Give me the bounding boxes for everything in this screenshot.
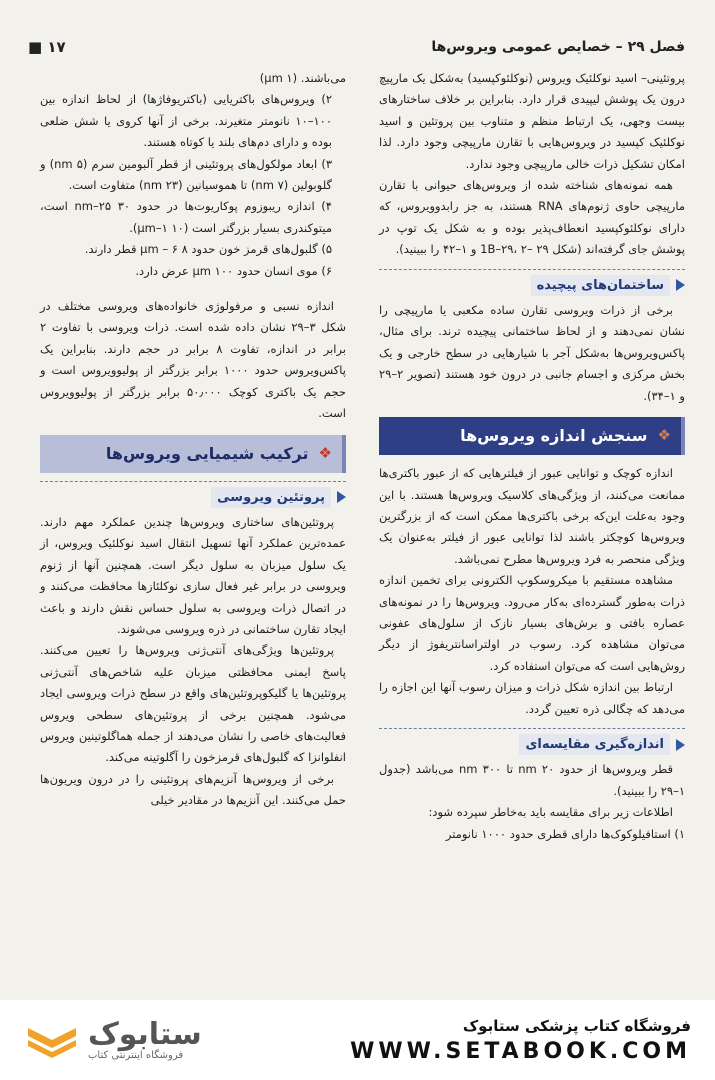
logo-word: ستابوک — [88, 1016, 202, 1052]
list-item-6: ۶) موی انسان حدود ۱۰۰ µm عرض دارد. — [135, 263, 332, 278]
store-name: فروشگاه کتاب پزشکی ستابوک — [462, 1016, 691, 1035]
size-paragraph-2: مشاهده مستقیم با میکروسکوپ الکترونی برای تخمین اندازه ذرات به‌طور گسترده‌ای به‌کار می‌رود. ویروس‌ها را در نمونه‌های عصاره بافتی و برش‌های بسیار نازک از سلول‌های عفونی می‌توان مشاهده کرد. رسوب در اولتراسانتریفوژ از دیگر روش‌هایی است که می‌توان استفاده کرد. — [379, 573, 685, 673]
comparative-paragraph: قطر ویروس‌ها از حدود ۲۰ nm تا ۳۰۰ nm می‌باشد (جدول ۱–۲۹ را ببینید). — [379, 762, 685, 798]
continued-line: می‌باشند. (µm ۱) — [259, 71, 346, 85]
protein-paragraph-3: برخی از ویروس‌ها آنزیم‌های پروتئینی را در درون ویریون‌ها حمل می‌کنند. این آنزیم‌ها در مقادیر خیلی — [40, 771, 346, 808]
protein-paragraph-2: پروتئین‌ها ویژگی‌های آنتی‌ژنی ویروس‌ها را تعیین می‌کنند. پاسخ ایمنی محافظتی میزبان علیه شاخص‌های آنتی‌ژنی پروتئین‌ها یا گلیکوپروتئین‌های واقع در سطح ذرات ویروسی ایجاد می‌شود. همچنین برخی از پروتئین‌های سطحی ویروس فعالیت‌های خاصی را نشان می‌دهند از جمله هماگلوتینین ویروس انفلوانزا که گلبول‌های قرمزخون را آگلوتینه می‌کند. — [40, 643, 346, 765]
store-url[interactable]: WWW.SETABOOK.COM — [350, 1038, 691, 1064]
morphology-paragraph: اندازه نسبی و مرفولوژی خانواده‌های ویروسی مختلف در شکل ۳–۲۹ نشان داده شده است. ذرات ویروسی با تفاوت ۲ برابر در اندازه، تفاوت ۸ برابر در حجم دارند. بنابراین یک پاکس‌ویروس حدود ۱۰۰۰ برابر بزرگتر از پولیوویروس است و حجم یک باکتری کوچک ۵۰٫۰۰۰ برابر بزرگتر از پولیوویروس است. — [40, 299, 346, 421]
protein-paragraph-1: پروتئین‌های ساختاری ویروس‌ها چندین عملکرد مهم دارند. عمده‌ترین عملکرد آنها تسهیل انتقال اسید نوکلئیک ویروس، از یک سلول میزبان به سلول دیگر است. همچنین آنها از ژنوم ویروسی در برابر غیر فعال سازی نوکلئازها محافظت می‌کنند و در اتصال ذرات ویروسی به سلول حساس نقش دارند و باعث ایجاد تقارن ساختمانی در ذره ویروسی می‌شوند. — [40, 514, 346, 636]
virus-size-section-heading: ❖ سنجش اندازه ویروس‌ها — [379, 417, 685, 455]
list-item-4: ۴) اندازه ریبوزوم پوکاریوت‌ها در حدود ۳۰ nm–۲۵ است، میتوکندری بسیار بزرگتر است (۱۰ µm–۱). — [40, 199, 332, 235]
triangle-bullet-icon — [676, 739, 685, 751]
right-column — [379, 68, 685, 845]
diamond-bullet-icon: ❖ — [318, 443, 332, 462]
helical-intro-paragraph: پروتئینی– اسید نوکلئیک ویروس (نوکلئوکپسید) به‌شکل یک مارپیچ درون یک پوشش لیپیدی قرار دارد. بنابراین بر خلاف ساختارهای بیست وجهی، یک ارتباط منظم و متناوب بین پروتئین و اسید نوکلئیک کپسید در ویروس‌هایی با تقارن مارپیچی وجود دارد. لذا امکان تشکیل ذرات خالی مارپیچی وجود ندارد. — [379, 71, 685, 171]
setabook-logo[interactable] — [24, 1016, 202, 1061]
store-info — [350, 1017, 691, 1064]
diamond-bullet-icon: ❖ — [657, 426, 671, 445]
chapter-title: فصل ۲۹ – خصایص عمومی ویروس‌ها — [431, 39, 685, 55]
size-paragraph-1: اندازه کوچک و توانایی عبور از فیلترهایی که از عبور باکتری‌ها ممانعت می‌کنند، از ویژگی‌های کلاسیک ویروس‌ها هستند. با این وجود به‌علت این‌که برخی باکتری‌ها ممکن است که از بزرگترین ویروس‌ها کوچکتر باشند لذا توانایی عبور از فیلتر به‌عنوان یک ویژگی منحصر به فرد ویروس‌ها مطرح نمی‌باشد. — [379, 466, 685, 566]
complex-paragraph: برخی از ذرات ویروسی تقارن ساده مکعبی یا مارپیچی را نشان نمی‌دهند و از لحاظ ساختمانی پیچیده ترند. برای مثال، پاکس‌ویروس‌ها به‌شکل آجر با شیارهایی در سطح خارجی و یک بخش مرکزی و اجسام جانبی در درون خود هستند (تصویر ۲–۲۹ و ۱–۳۴). — [379, 303, 685, 403]
size-paragraph-3: ارتباط بین اندازه شکل ذرات و میزان رسوب آنها این اجازه را می‌دهد که چگالی ذره تعیین گردد. — [379, 680, 685, 716]
logo-subtitle: فروشگاه اینترنتی کتاب — [88, 1049, 184, 1061]
chemical-composition-section-heading: ❖ ترکیب شیمیایی ویروس‌ها — [40, 435, 346, 473]
viral-protein-heading: پروتئین ویروسی — [40, 481, 346, 508]
complex-structures-heading: ساختمان‌های پیچیده — [379, 269, 685, 296]
triangle-bullet-icon — [337, 491, 346, 503]
comparative-item-1: ۱) استافیلوکوک‌ها دارای قطری حدود ۱۰۰۰ نانومتر — [445, 826, 685, 841]
left-column — [40, 68, 346, 812]
comparative-measurement-heading: اندازه‌گیری مقایسه‌ای — [379, 728, 685, 755]
list-item-2: ۲) ویروس‌های باکتریایی (باکتریوفاژها) از لحاظ اندازه بین ۱۰۰–۱۰ نانومتر متغیرند. برخی از آنها کروی یا شش ضلعی بوده و دارای دم‌های بلند یا کوتاه هستند. — [40, 92, 332, 150]
book-chevron-icon — [24, 1020, 80, 1060]
list-item-5: ۵) گلبول‌های قرمز خون حدود ۸ µm – ۶ قطر دارند. — [84, 242, 332, 257]
logo-text — [88, 1016, 202, 1061]
store-footer-banner — [0, 1000, 715, 1080]
page-header — [28, 36, 685, 58]
rna-paragraph: همه نمونه‌های شناخته شده از ویروس‌های حیوانی با تقارن مارپیچی حاوی ژنوم‌های RNA هستند، به جز رابدوویروس، که دارای نوکلئوکپسید انعطاف‌پذیر بوده و به شکل یک توپ در پوشش جای گرفته‌اند (شکل 1B–۲۹، ۲– ۲۹ و ۱–۴۲ را ببینید). — [379, 178, 685, 257]
comparative-note: اطلاعات زیر برای مقایسه باید به‌خاطر سپرده شود: — [428, 805, 673, 820]
triangle-bullet-icon — [676, 279, 685, 291]
page-number: ■ ۱۷ — [28, 38, 66, 56]
list-item-3: ۳) ابعاد مولکول‌های پروتئینی از قطر آلبومین سرم (۵ nm) و گلوبولین (۷ nm) تا هموسیانین (۲۳ nm) متفاوت است. — [40, 156, 333, 193]
